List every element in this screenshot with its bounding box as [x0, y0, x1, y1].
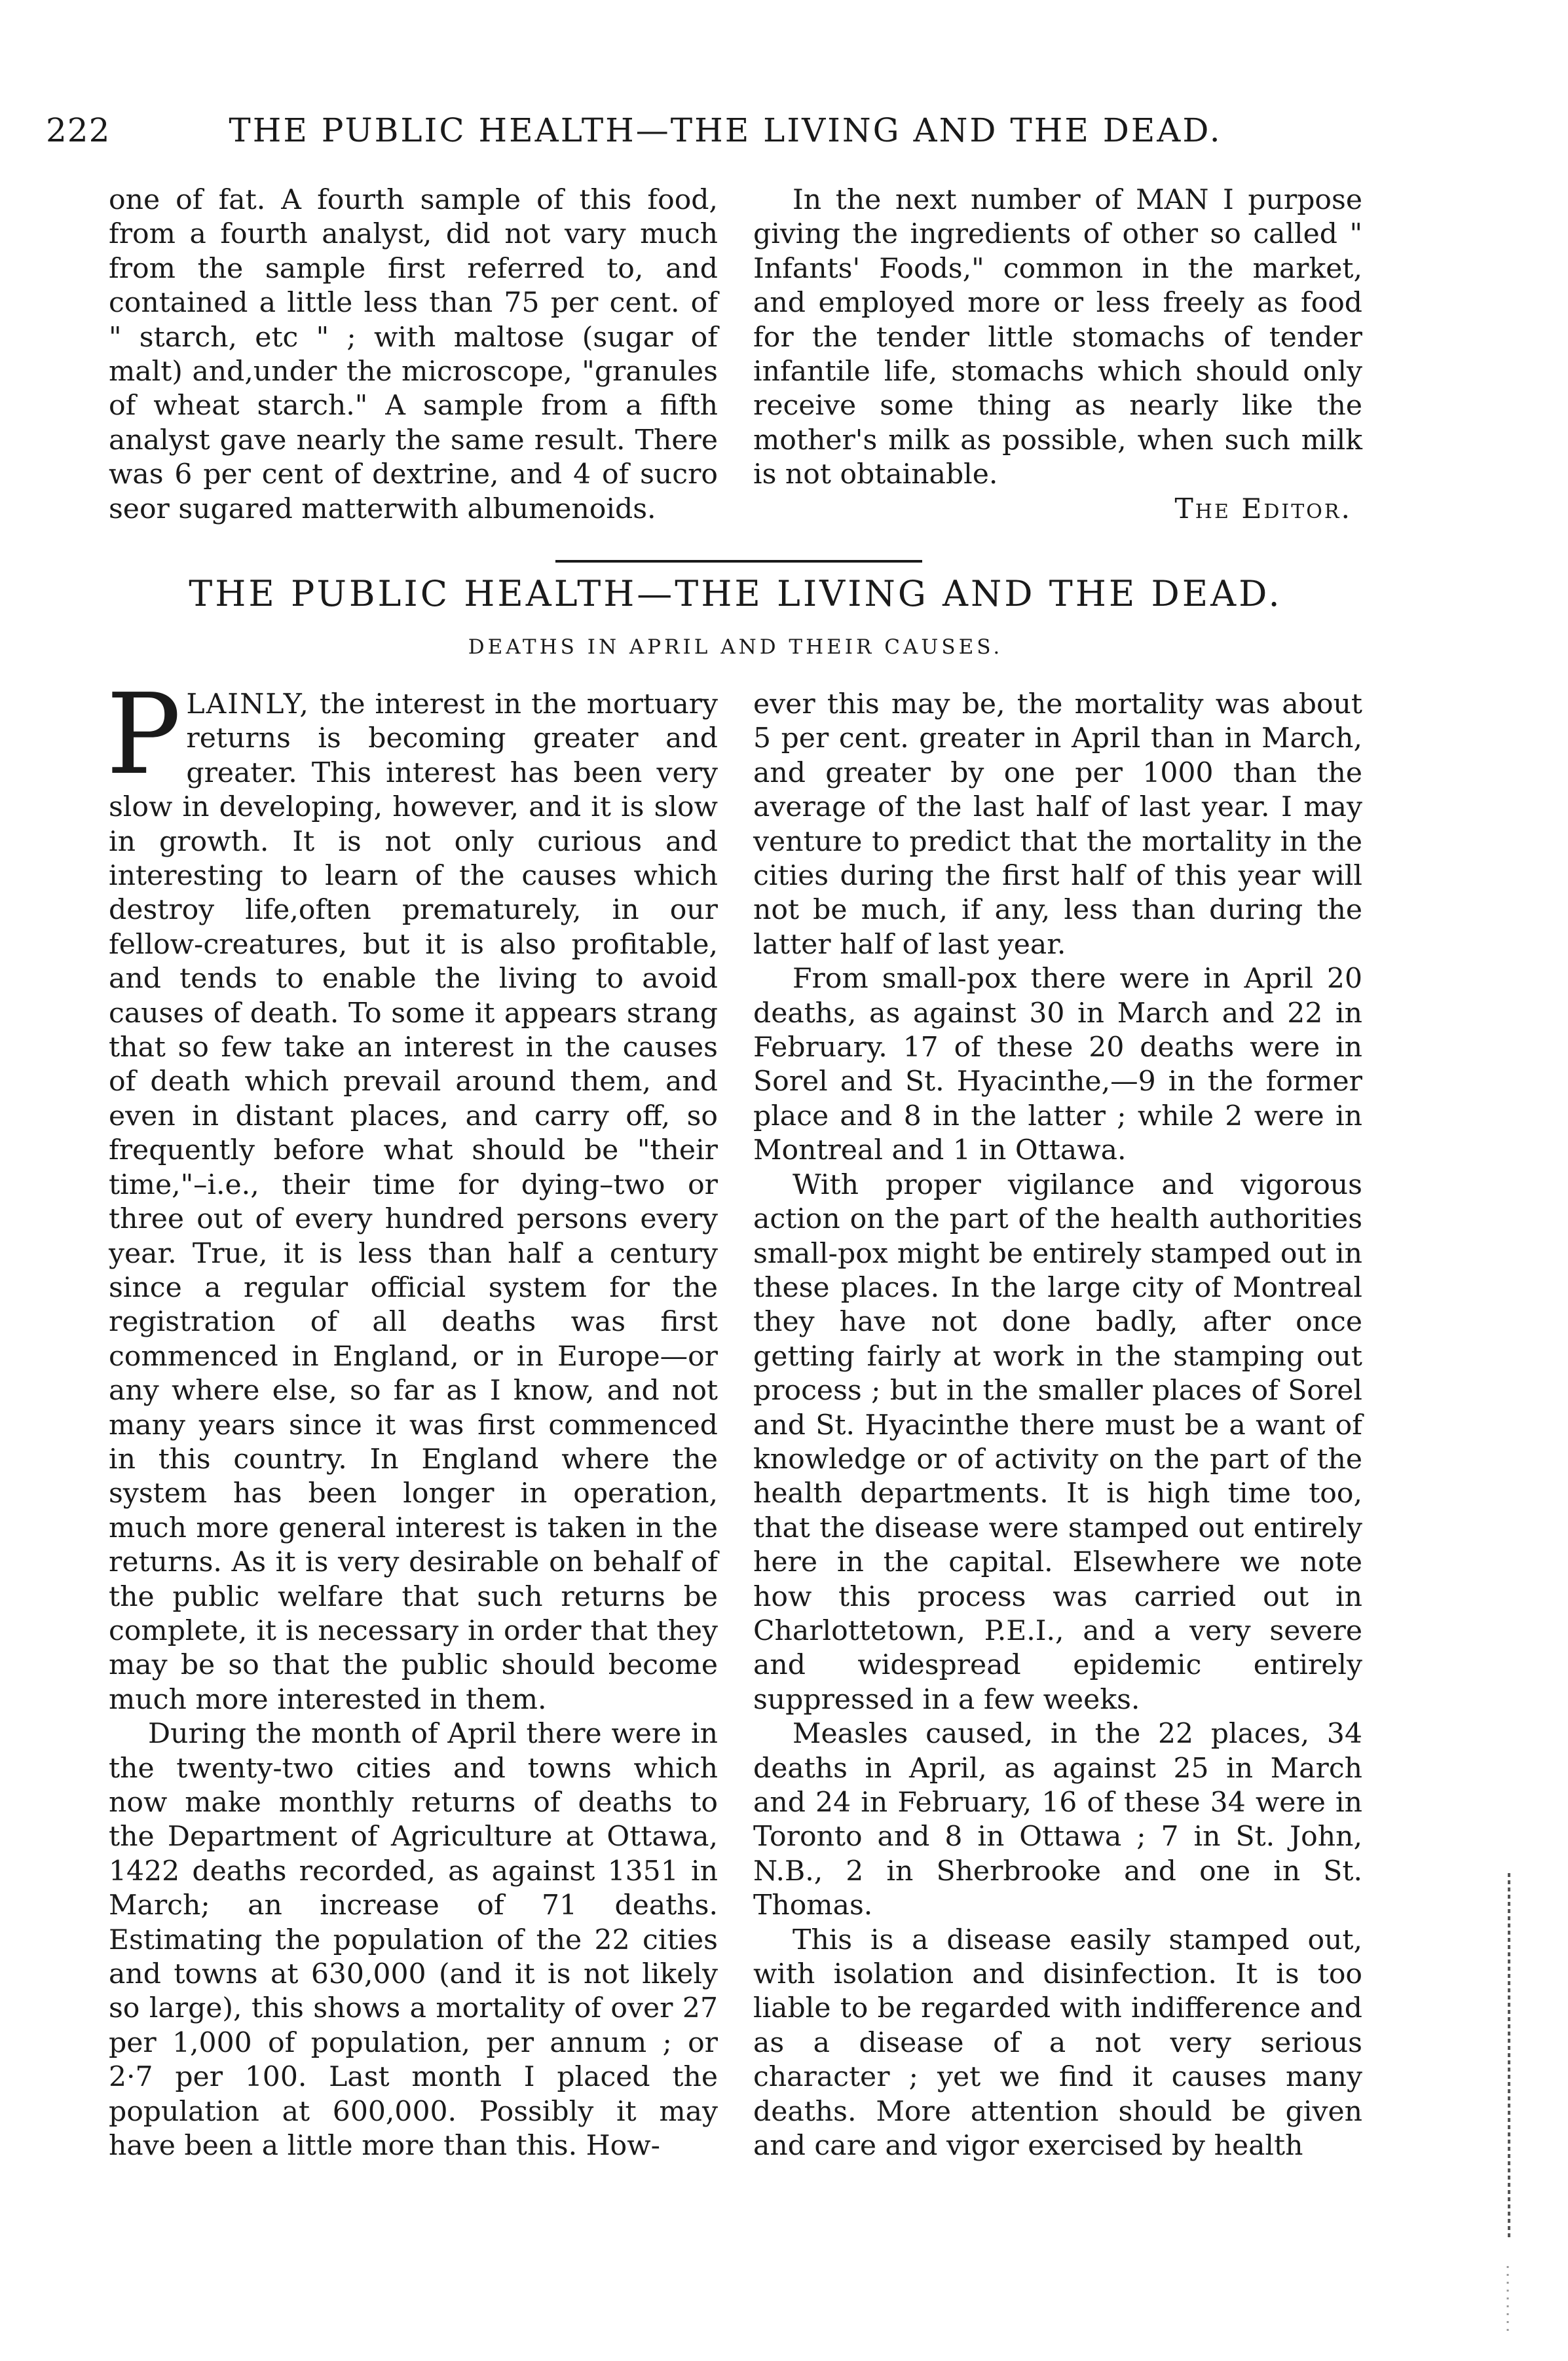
- article-paragraph-7: This is a disease easily stamped out, with isolation and disinfection. It is too liable to be regarded with indifference and as a disease of a not very serious character ; yet we find it causes many deaths. More attention should be given and care and vigor exercised by health: [753, 1924, 1362, 2163]
- article-paragraph-2: During the month of April there were in the twenty-two cities and towns which now make monthly returns of deaths to the Department of Agriculture at Ottawa, 1422 deaths recorded, as against 1351 in March; an increase of 71 deaths. Estimating the population of the 22 cities and towns at 630,000 (and it is not likely so large), this shows a mortality of over 27 per 1,000 of population, per annum ; or 2·7 per 100. Last month I placed the population at 600,000. Possibly it may have been a little more than this. How-: [109, 1718, 718, 2163]
- article-paragraph-4: From small-pox there were in April 20 deaths, as against 30 in March and 22 in February. 17 of these 20 deaths were in Sorel and St. Hyacinthe,—9 in the former place and 8 in the latter ; while 2 were in Montreal and 1 in Ottawa.: [753, 963, 1362, 1167]
- binding-margin-marks: [1500, 1873, 1518, 2332]
- page-number: 222: [46, 111, 111, 149]
- article-right-column: [753, 688, 1362, 2163]
- top-left-paragraph: one of fat. A fourth sample of this food, from a fourth analyst, did not vary much from the sample first referred to, and contained a little less than 75 per cent. of " starch, etc " ; with maltose (sugar of malt) and,under the microscope, "granules of wheat starch." A sample from a fifth analyst gave nearly the same result. There was 6 per cent of dextrine, and 4 of sucro seor sugared matterwith albumenoids.: [109, 184, 718, 525]
- page-header: [46, 111, 1339, 170]
- running-head: THE PUBLIC HEALTH—THE LIVING AND THE DEAD.: [229, 111, 1222, 149]
- article-paragraph-1-text: the interest in the mortuary returns is becoming greater and greater. This interest has been very slow in developing, however, and it is slow in growth. It is not only curious and interesting to learn of the causes which destroy life,often prematurely, in our fellow-creatures, but it is also profitable, and tends to enable the living to avoid causes of death. To some it appears strang that so few take an interest in the causes of death which prevail around them, and even in distant places, and carry off, so frequently before what should be "their time,"–i.e., their time for dying–two or three out of every hundred persons every year. True, it is less than half a century since a regular official system for the registration of all deaths was first commenced in England, or in Europe—or any where else, so far as I know, and not many years since it was first commenced in this country. In England where the system has been longer in operation, much more general interest is taken in the returns. As it is very desirable on behalf of the public welfare that such returns be complete, it is necessary in order that they may be so that the public should become much more interested in them.: [109, 688, 719, 1716]
- article-paragraph-6: Measles caused, in the 22 places, 34 deaths in April, as against 25 in March and 24 in February, 16 of these 34 were in Toronto and 8 in Ottawa ; 7 in St. John, N.B., 2 in Sherbrooke and one in St. Thomas.: [753, 1718, 1362, 1922]
- article-title: THE PUBLIC HEALTH—THE LIVING AND THE DEAD.: [189, 573, 1282, 614]
- top-right-paragraph: In the next number of MAN I purpose giving the ingredients of other so called " Infants' Foods," common in the market, and employed more or less freely as food for the tender little stomachs of tender infantile life, stomachs which should only receive some thing as nearly like the mother's milk as possible, when such milk is not obtainable.: [753, 184, 1362, 491]
- article-paragraph-3: ever this may be, the mortality was about 5 per cent. greater in April than in March, and greater by one per 1000 than the average of the last half of last year. I may venture to predict that the mortality in the cities during the first half of this year will not be much, if any, less than during the latter half of last year.: [753, 688, 1362, 961]
- top-left-column: [109, 183, 718, 527]
- article-subtitle: DEATHS IN APRIL AND THEIR CAUSES.: [468, 635, 1003, 659]
- lead-caps: LAINLY,: [186, 688, 310, 720]
- drop-cap: P: [106, 670, 181, 800]
- top-right-column: [753, 183, 1362, 527]
- article-left-column: [106, 670, 719, 2163]
- article-paragraph-1: [106, 670, 719, 1717]
- article-paragraph-5: With proper vigilance and vigorous action on the part of the health authorities small-pox might be entirely stamped out in these places. In the large city of Montreal they have not done badly, after once getting fairly at work in the stamping out process ; but in the smaller places of Sorel and St. Hyacinthe there must be a want of knowledge or of activity on the part of the health departments. It is high time too, that the disease were stamped out entirely here in the capital. Elsewhere we note how this process was carried out in Charlottetown, P.E.I., and a very severe and widespread epidemic entirely suppressed in a few weeks.: [753, 1168, 1362, 1716]
- editor-signature: The Editor.: [1174, 493, 1352, 525]
- section-divider: [555, 560, 922, 563]
